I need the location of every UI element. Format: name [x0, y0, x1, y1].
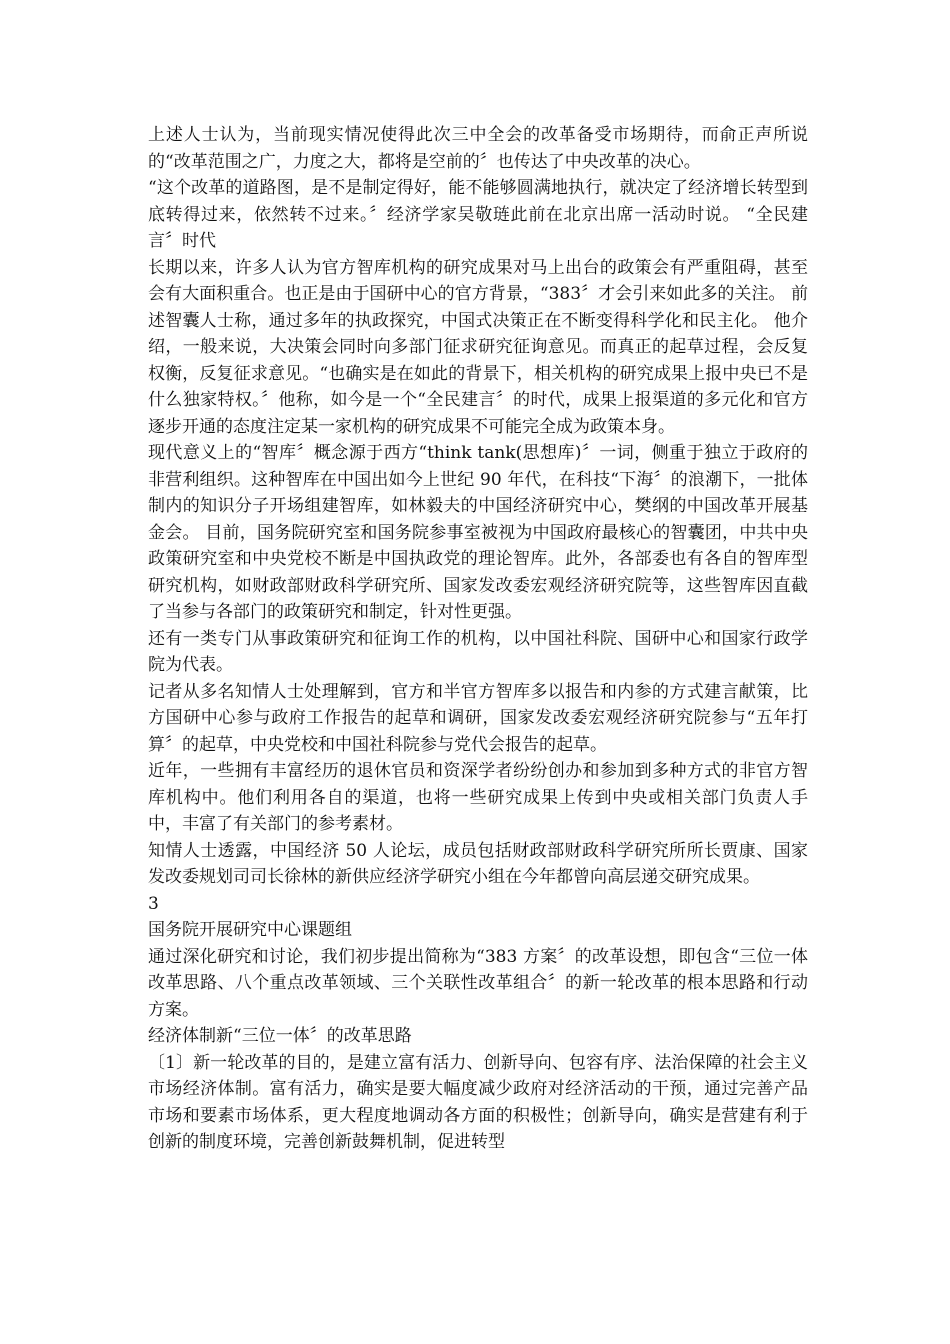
section-heading: 经济体制新“三位一体〞的改革思路 [148, 1026, 412, 1046]
paragraph-roadmap-quote: “这个改革的道路图，是不是制定得好，能不能够圆满地执行，就决定了经济增长转型到底转得过来，依然转不过来。〞经济学家吴敬琏此前在北京出席一活动时说。 “全民建言〞时代 [148, 178, 808, 251]
document-page [148, 122, 808, 1156]
paragraph-383-plan: 通过深化研究和讨论，我们初步提出简称为“383 方案〞的改革设想，即包含“三位一体改革思路、八个重点改革领域、三个关联性改革组合〞的新一轮改革的根本思路和行动方案。 [148, 946, 808, 1020]
paragraph-forum-50: 知情人士透露，中国经济 50 人论坛，成员包括财政部财政科学研究所所长贾康、国家发改委规划司司长徐林的新供应经济学研究小组在今年都曾向高层递交研究成果。 [148, 840, 808, 887]
section-number: 3 [148, 893, 159, 914]
paragraph-official-think-tank: 长期以来，许多人认为官方智库机构的研究成果对马上出台的政策会有严重阻碍，甚至会有大面积重合。也正是由于国研中心的官方背景，“383〞才会引来如此多的关注。 前述智囊人士称，通过多年的执政探究，中国式决策正在不断变得科学化和民主化。 他介绍，一般来说，大决策会同时向多部门征求研究征询意见。而真正的起草过程，会反复权衡，反复征求意见。“也确实是在如此的背景下，相关机构的研究成果上报中央已不是什么独家特权。〞他称，如今是一个“全民建言〞的时代，成果上报渠道的多元化和官方逐步开通的态度注定某一家机构的研究成果不可能完全成为政策本身。 [148, 257, 808, 437]
paragraph-unofficial-think-tanks: 近年，一些拥有丰富经历的退休官员和资深学者纷纷创办和参加到多种方式的非官方智库机构中。他们利用各自的渠道，也将一些研究成果上传到中央或相关部门负责人手中，丰富了有关部门的参考素材。 [148, 761, 808, 834]
paragraph-think-tank-origin: 现代意义上的“智库〞概念源于西方“think tank(思想库)〞一词，侧重于独立于政府的非营利组织。这种智库在中国出如今上世纪 90 年代，在科技“下海〞的浪潮下，一批体制内的知识分子开场组建智库，如林毅夫的中国经济研究中心，樊纲的中国改革开展基金会。 目前，国务院研究室和国务院参事室被视为中国政府最核心的智囊团，中共中央政策研究室和中央党校不断是中国执政党的理论智库。此外，各部委也有各自的智库型研究机构，如财政部财政科学研究所、国家发改委宏观经济研究院等，这些智库因直截了当参与各部门的政策研究和制定，针对性更强。 [148, 443, 808, 622]
paragraph-reform-goal: 〔1〕新一轮改革的目的，是建立富有活力、创新导向、包容有序、法治保障的社会主义市场经济体制。富有活力，确实是要大幅度减少政府对经济活动的干预，通过完善产品市场和要素市场体系，更大程度地调动各方面的积极性；创新导向，确实是营建有利于创新的制度环境，完善创新鼓舞机制，促进转型 [148, 1052, 808, 1152]
paragraph-reform-expectation: 上述人士认为，当前现实情况使得此次三中全会的改革备受市场期待，而俞正声所说的“改革范围之广，力度之大，都将是空前的〞也传达了中央改革的决心。 [148, 125, 808, 172]
paragraph-reporting-channels: 记者从多名知情人士处理解到，官方和半官方智库多以报告和内参的方式建言献策，比方国研中心参与政府工作报告的起草和调研，国家发改委宏观经济研究院参与“五年打算〞的起草，中央党校和中国社科院参与党代会报告的起草。 [148, 681, 808, 755]
paragraph-policy-institutes: 还有一类专门从事政策研究和征询工作的机构，以中国社科院、国研中心和国家行政学院为代表。 [148, 628, 808, 675]
section-author: 国务院开展研究中心课题组 [148, 920, 352, 940]
